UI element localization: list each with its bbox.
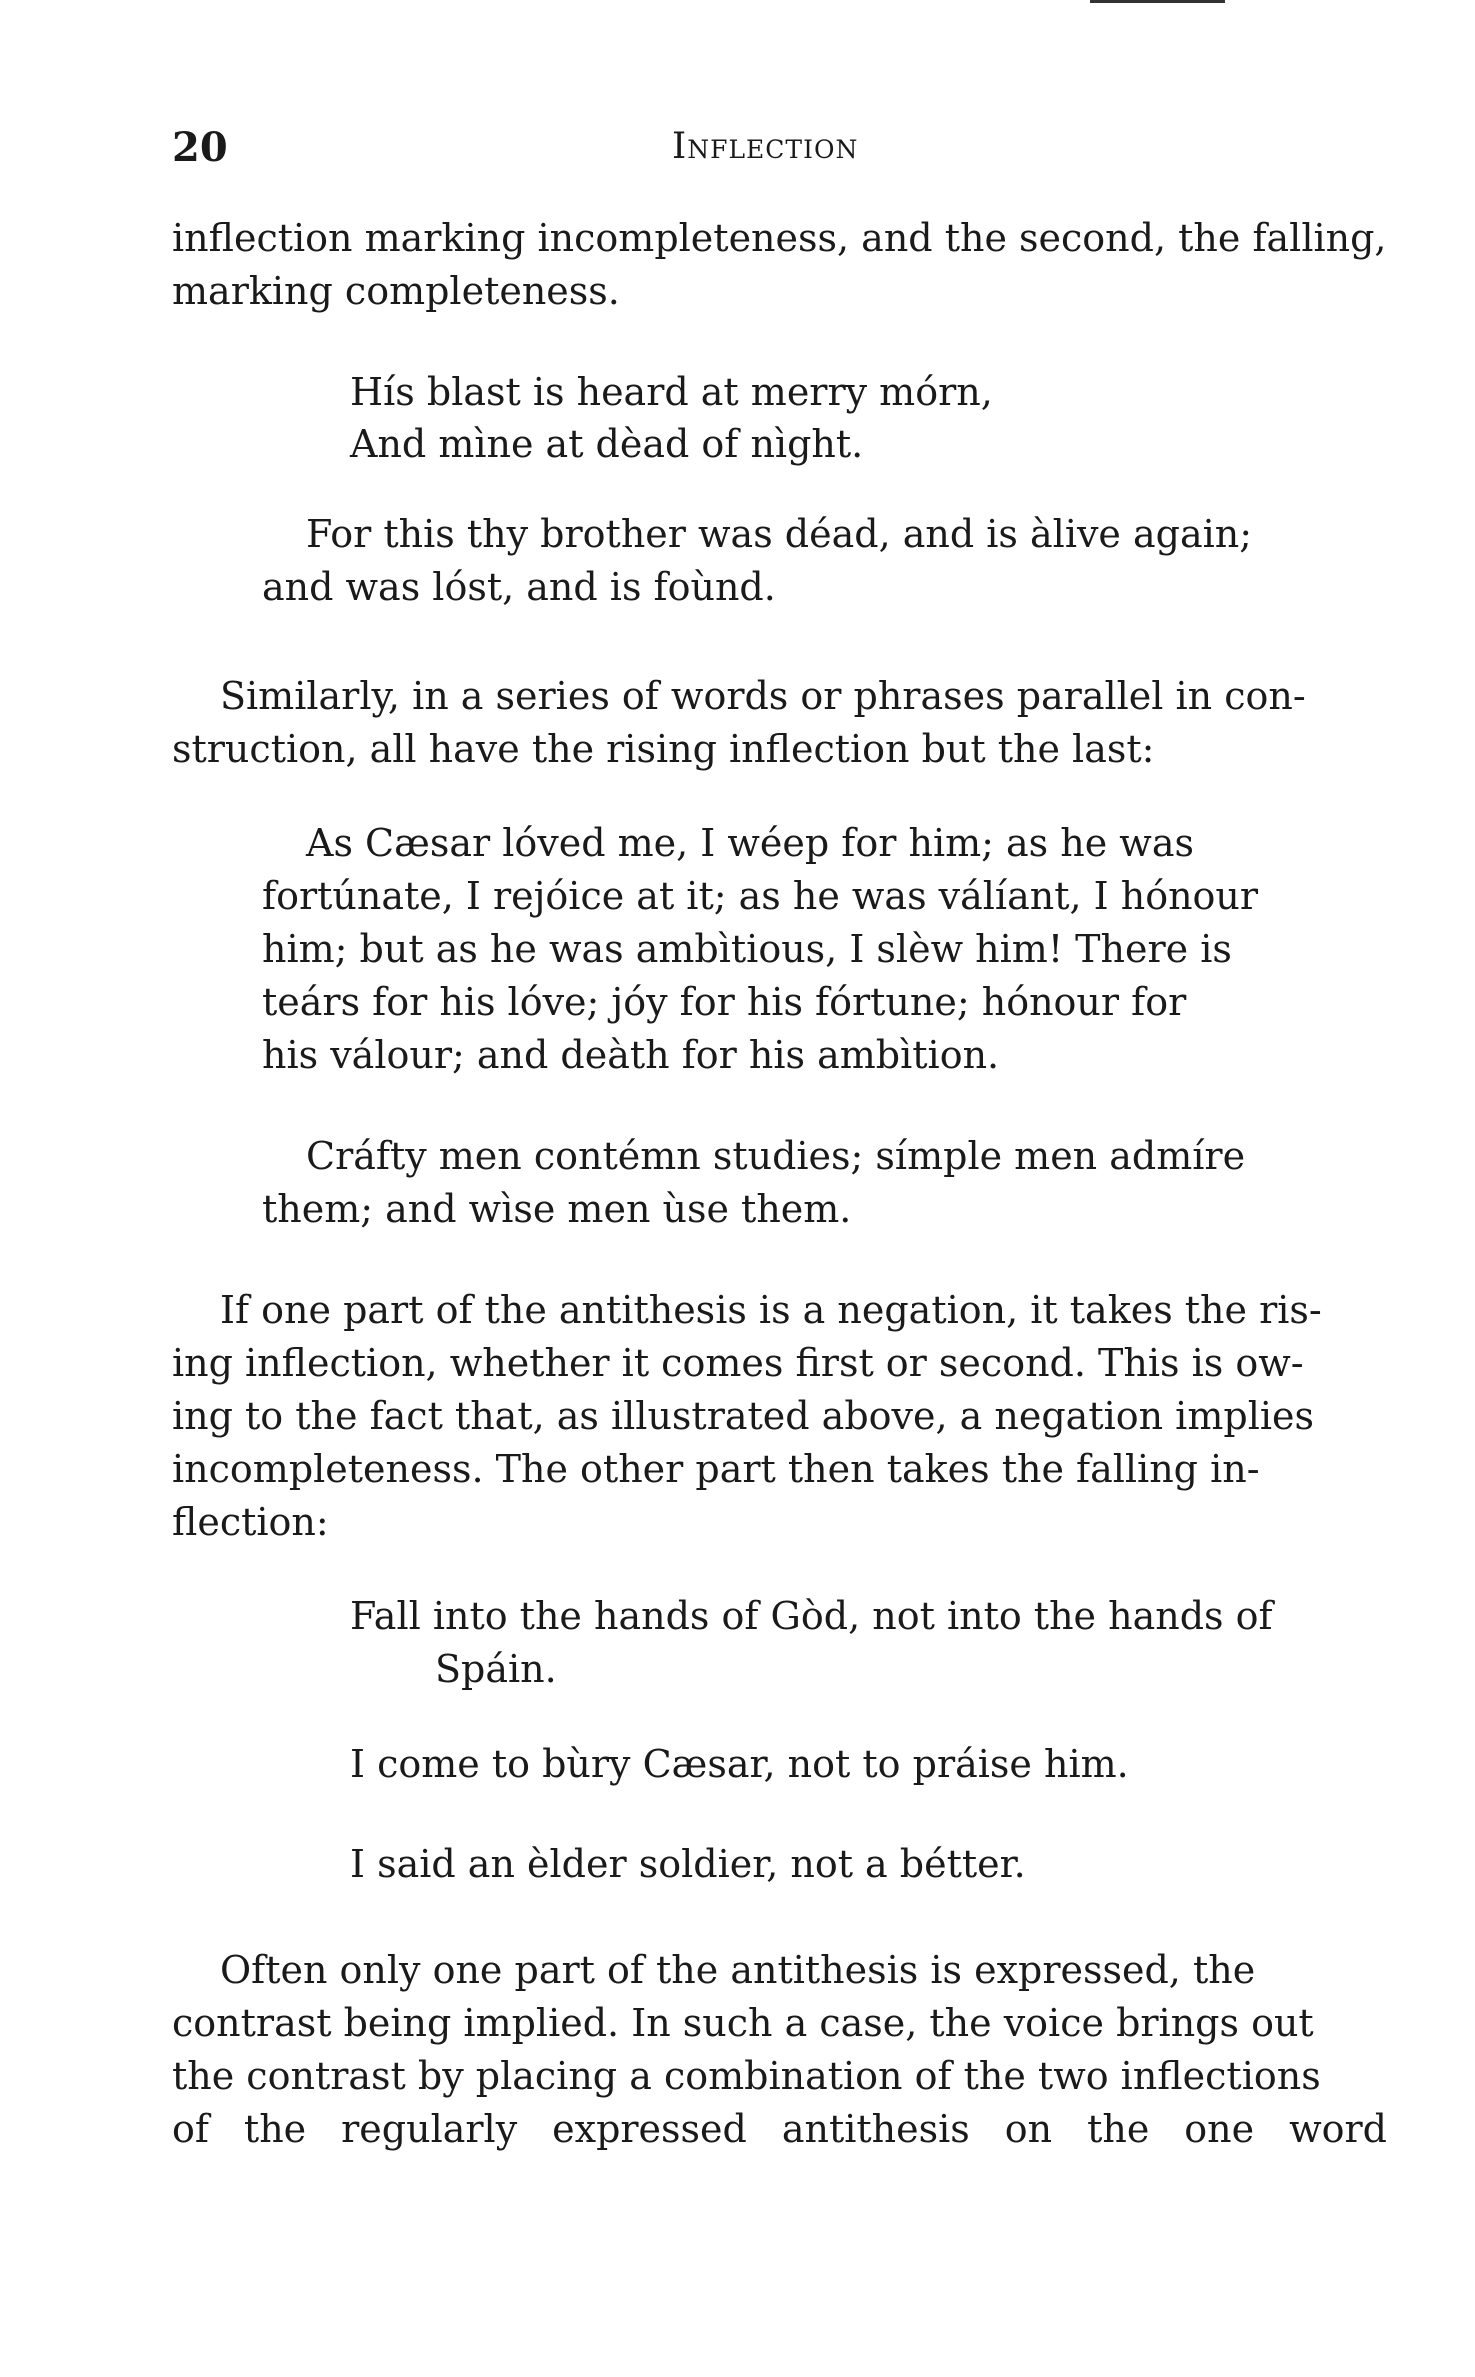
quote-5 xyxy=(350,1590,1385,1696)
quote-line: him; but as he was ambìtious, I slèw him! There is xyxy=(262,927,1232,971)
paragraph-line: struction, all have the rising inflection but the last: xyxy=(172,727,1155,771)
top-rule xyxy=(1090,0,1225,3)
quote-line: them; and wìse men ùse them. xyxy=(262,1187,852,1231)
paragraph-line: marking completeness. xyxy=(172,269,620,313)
quote-line: As Cæsar lóved me, I wéep for him; as he was xyxy=(306,821,1194,865)
quote-line: his válour; and deàth for his ambìtion. xyxy=(262,1033,1000,1077)
quote-line: Spáin. xyxy=(435,1647,557,1691)
paragraph-line: If one part of the antithesis is a negation, it takes the ris- xyxy=(220,1288,1322,1332)
quote-line: Cráfty men contémn studies; símple men admíre xyxy=(306,1134,1246,1178)
quote-line: For this thy brother was déad, and is àlive again; xyxy=(306,512,1253,556)
quote-line: I said an èlder soldier, not a bétter. xyxy=(350,1842,1026,1886)
paragraph-line: ing inflection, whether it comes first or second. This is ow- xyxy=(172,1341,1304,1385)
quote-line: fortúnate, I rejóice at it; as he was válíant, I hónour xyxy=(262,874,1259,918)
paragraph-line: inflection marking incompleteness, and the second, the falling, xyxy=(172,216,1387,260)
paragraph-2 xyxy=(172,670,1387,776)
quote-4 xyxy=(262,1130,1312,1236)
quote-line: I come to bùry Cæsar, not to práise him. xyxy=(350,1742,1129,1786)
paragraph-line: Similarly, in a series of words or phrases parallel in con- xyxy=(220,674,1306,718)
quote-2 xyxy=(262,508,1312,614)
quote-6 xyxy=(350,1738,1385,1791)
page-number: 20 xyxy=(172,124,228,171)
paragraph-1 xyxy=(172,212,1387,318)
quote-line: Hís blast is heard at merry mórn, xyxy=(350,370,993,414)
paragraph-line: flection: xyxy=(172,1500,329,1544)
paragraph-line: Often only one part of the antithesis is expressed, the xyxy=(220,1948,1256,1992)
quote-verse-1 xyxy=(350,366,1150,470)
running-head xyxy=(672,126,858,167)
quote-7 xyxy=(350,1838,1385,1891)
quote-3 xyxy=(262,817,1312,1082)
paragraph-line: the contrast by placing a combination of the two inflections xyxy=(172,2054,1321,2098)
quote-line: teárs for his lóve; jóy for his fórtune; hónour for xyxy=(262,980,1187,1024)
paragraph-4 xyxy=(172,1944,1387,2156)
paragraph-line: ing to the fact that, as illustrated above, a negation implies xyxy=(172,1394,1314,1438)
paragraph-line: of the regularly expressed antithesis on the one word xyxy=(172,2107,1387,2151)
quote-line: And mìne at dèad of nìght. xyxy=(350,422,864,466)
paragraph-line: incompleteness. The other part then takes the falling in- xyxy=(172,1447,1260,1491)
quote-line: Fall into the hands of Gòd, not into the hands of xyxy=(350,1594,1273,1638)
paragraph-line: contrast being implied. In such a case, the voice brings out xyxy=(172,2001,1314,2045)
quote-line: and was lóst, and is foùnd. xyxy=(262,565,776,609)
paragraph-3 xyxy=(172,1284,1387,1549)
running-head-text: Inflection xyxy=(672,126,859,167)
